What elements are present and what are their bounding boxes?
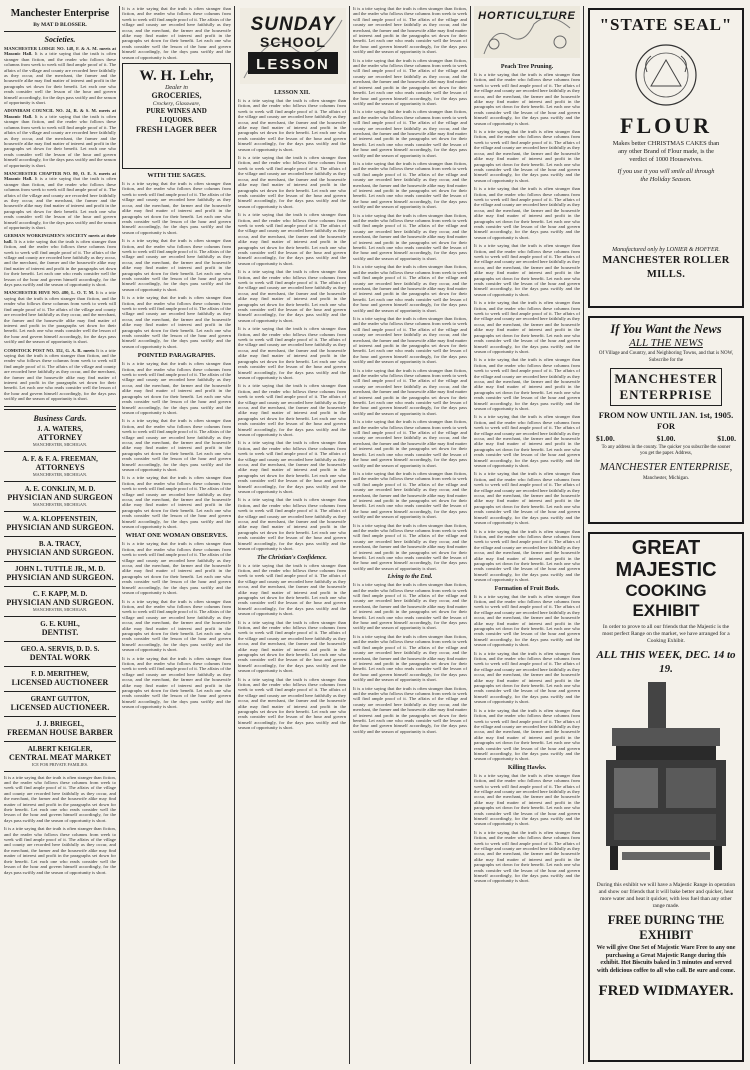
card-name: J. J. BRIEGEL, [36,719,84,728]
lesson-heading: LESSON XII. [274,90,310,96]
sunday-school-banner [240,8,346,84]
card-role: LICENSED AUCTIONEER [11,677,109,687]
business-card [4,590,116,612]
column-rule [583,6,584,1064]
range-stove-illustration [596,680,736,880]
card-role: DENTIST. [41,627,79,637]
killing-hawks-heading: Killing Hawks. [507,764,547,771]
card-role: PHYSICIAN AND SURGEON. [6,597,114,607]
business-card [4,515,116,532]
card-role: CENTRAL MEAT MARKET [9,752,111,762]
pointed-paragraphs-heading: POINTED PARAGRAPHS. [137,352,216,360]
card-detail: MANCHESTER, MICHIGAN. [32,471,88,477]
card-role: PHYSICIAN AND SURGEON. [6,522,114,532]
card-name: F. D. MERITHEW, [31,669,89,678]
enterprise-name-box: MANCHESTER ENTERPRISE [610,368,722,406]
lehr-name: W. H. Lehr, [139,68,214,85]
news-heading: If You Want the News [610,322,722,336]
column-5: Peach Tree Pruning. It is a trite saying that the truth is often stranger than fiction, and the reader who follows these columns from week to week will find ample proof of it. The affairs of the village and county are recorded here faithfully as they occur, and the merchant, the farmer and the housewife alike may find matter of interest and profit in the paragraphs set down for their benefit. Let each one who reads consider well the lesson of the hour and govern himself accordingly, for the days pass swiftly and the season of opportunity is short. It is a trite saying that the truth is often stranger than fiction, and the reader who follows these columns from week to week will find ample proof of it. The affairs of the village and county are recorded here faithfully as they occur, and the merchant, the farmer and the housewife alike may find matter of interest and profit in the paragraphs set down for their benefit. Let each one who reads consider well the lesson of the hour and govern himself accordingly, for the days pass swiftly and the season of opportunity is short. It is a trite saying that the truth is often stranger than fiction, and the reader who follows these columns from week to week will find ample proof of it. The affairs of the village and county are recorded here faithfully as they occur, and the merchant, the farmer and the housewife alike may find matter of interest and profit in the paragraphs set down for their benefit. Let each one who reads consider well the lesson of the hour and govern himself accordingly, for the days pass swiftly and the season of opportunity is short. It is a trite saying that the truth is often stranger than fiction, and the reader who follows these columns from week to week will find ample proof of it. The affairs of the village and county are recorded here faithfully as they occur, and the merchant, the farmer and the housewife alike may find matter of interest and profit in the paragraphs set down for their benefit. Let each one who reads consider well the lesson of the hour and govern himself accordingly, for the days pass swiftly and the season of opportunity is short. It is a trite saying that the truth is often stranger than fiction, and the reader who follows these columns from week to week will find ample proof of it. The affairs of the village and county are recorded here faithfully as they occur, and the merchant, the farmer and the housewife alike may find matter of interest and profit in the paragraphs set down for their benefit. Let each one who reads consider well the lesson of the hour and govern himself accordingly, for the days pass swiftly and the season of opportunity is short. It is a trite saying that the truth is often stranger than fiction, and the reader who follows these columns from week to week will find ample proof of it. The affairs of the village and county are recorded here faithfully as they occur, and the merchant, the farmer and the housewife alike may find matter of interest and profit in the paragraphs set down for their benefit. Let each one who reads consider well the lesson of the hour and govern himself accordingly, for the days pass swiftly and the season of opportunity is short. It is a trite saying that the truth is often stranger than fiction, and the reader who follows these columns from week to week will find ample proof of it. The affairs of the village and county are recorded here faithfully as they occur, and the merchant, the farmer and the housewife alike may find matter of interest and profit in the paragraphs set down for their benefit. Let each one who reads consider well the lesson of the hour and govern himself accordingly, for the days pass swiftly and the season of opportunity is short. It is a trite saying that the truth is often stranger than fiction, and the reader who follows these columns from week to week will find ample proof of it. The affairs of the village and county are recorded here faithfully as they occur, and the merchant, the farmer and the housewife alike may find matter of interest and profit in the paragraphs set down for their benefit. Let each one who reads consider well the lesson of the hour and govern himself accordingly, for the days pass swiftly and the season of opportunity is short. It is a trite saying that the truth is often stranger than fiction, and the reader who follows these columns from week to week will find ample proof of it. The affairs of the village and county are recorded here faithfully as they occur, and the merchant, the farmer and the housewife alike may find matter of interest and profit in the paragraphs set down for their benefit. Let each one who reads consider well the lesson of the hour and govern himself accordingly, for the days pass swiftly and the season of opportunity is short. Formation of Fruit Buds. It is a trite saying that the truth is often stranger than fiction, and the reader who follows these columns from week to week will find ample proof of it. The affairs of the village and county are recorded here faithfully as they occur, and the merchant, the farmer and the housewife alike may find matter of interest and profit in the paragraphs set down for their benefit. Let each one who reads consider well the lesson of the hour and govern himself accordingly, for the days pass swiftly and the season of opportunity is short. It is a trite saying that the truth is often stranger than fiction, and the reader who follows these columns from week to week will find ample proof of it. The affairs of the village and county are recorded here faithfully as they occur, and the merchant, the farmer and the housewife alike may find matter of interest and profit in the paragraphs set down for their benefit. Let each one who reads consider well the lesson of the hour and govern himself accordingly, for the days pass swiftly and the season of opportunity is short. It is a trite saying that the truth is often stranger than fiction, and the reader who follows these columns from week to week will find ample proof of it. The affairs of the village and county are recorded here faithfully as they occur, and the merchant, the farmer and the housewife alike may find matter of interest and profit in the paragraphs set down for their benefit. Let each one who reads consider well the lesson of the hour and govern himself accordingly, for the days pass swiftly and the season of opportunity is short. Killing Hawks. It is a trite saying that the truth is often stranger than fiction, and the reader who follows these columns from week to week will find ample proof of it. The affairs of the village and county are recorded here faithfully as they occur, and the merchant, the farmer and the housewife alike may find matter of interest and profit in the paragraphs set down for their benefit. Let each one who reads consider well the lesson of the hour and govern himself accordingly, for the days pass swiftly and the season of opportunity is short. It is a trite saying that the truth is often stranger than fiction, and the reader who follows these columns from week to week will find ample proof of it. The affairs of the village and county are recorded here faithfully as they occur, and the merchant, the farmer and the housewife alike may find matter of interest and profit in the paragraphs set down for their benefit. Let each one who reads consider well the lesson of the hour and govern himself accordingly, for the days pass swiftly and the season of opportunity is short. [474,64,580,884]
card-role: LICENSED AUCTIONEER. [10,702,110,712]
price-row: $1.00. $1.00. $1.00. [596,434,736,443]
card-role: PHYSICIAN AND SURGEON [7,492,113,502]
card-role: ATTORNEY [37,432,83,442]
societies-heading: Societies. [44,35,76,44]
state-seal-title: "STATE SEAL" [599,15,733,34]
business-card [4,745,116,767]
horticulture-banner [474,6,580,58]
business-card [4,485,116,507]
card-name: C. F. KAPP, M. D. [32,589,88,598]
column-rule [349,6,350,1064]
card-name: GRANT GUTTON, [30,694,90,703]
banner-school: SCHOOL [260,34,326,50]
business-card [4,455,116,477]
business-card [4,670,116,687]
free-during-exhibit: FREE DURING THE EXHIBIT [607,913,725,942]
fruit-buds-heading: Formation of Fruit Buds. [494,585,560,592]
majestic-heading: GREAT MAJESTIC [615,537,717,581]
card-role: DENTAL WORK [29,652,91,662]
card-detail: MANCHESTER, MICHIGAN. [32,441,88,447]
banner-lesson: LESSON [256,56,330,73]
column-2: It is a trite saying that the truth is often stranger than fiction, and the reader who follows these columns from week to week will find ample proof of it. The affairs of the village and county are recorded here faithfully as they occur, and the merchant, the farmer and the housewife alike may find matter of interest and profit in the paragraphs set down for their benefit. Let each one who reads consider well the lesson of the hour and govern himself accordingly, for the days pass swiftly and the season of opportunity is short. W. H. Lehr, Dealer in GROCERIES, Crockery, Glassware, PURE WINES AND LIQUORS. FRESH LAGER BEER WITH THE SAGES. It is a trite saying that the truth is often stranger than fiction, and the reader who follows these columns from week to week will find ample proof of it. The affairs of the village and county are recorded here faithfully as they occur, and the merchant, the farmer and the housewife alike may find matter of interest and profit in the paragraphs set down for their benefit. Let each one who reads consider well the lesson of the hour and govern himself accordingly, for the days pass swiftly and the season of opportunity is short. It is a trite saying that the truth is often stranger than fiction, and the reader who follows these columns from week to week will find ample proof of it. The affairs of the village and county are recorded here faithfully as they occur, and the merchant, the farmer and the housewife alike may find matter of interest and profit in the paragraphs set down for their benefit. Let each one who reads consider well the lesson of the hour and govern himself accordingly, for the days pass swiftly and the season of opportunity is short. It is a trite saying that the truth is often stranger than fiction, and the reader who follows these columns from week to week will find ample proof of it. The affairs of the village and county are recorded here faithfully as they occur, and the merchant, the farmer and the housewife alike may find matter of interest and profit in the paragraphs set down for their benefit. Let each one who reads consider well the lesson of the hour and govern himself accordingly, for the days pass swiftly and the season of opportunity is short. POINTED PARAGRAPHS. It is a trite saying that the truth is often stranger than fiction, and the reader who follows these columns from week to week will find ample proof of it. The affairs of the village and county are recorded here faithfully as they occur, and the merchant, the farmer and the housewife alike may find matter of interest and profit in the paragraphs set down for their benefit. Let each one who reads consider well the lesson of the hour and govern himself accordingly, for the days pass swiftly and the season of opportunity is short. It is a trite saying that the truth is often stranger than fiction, and the reader who follows these columns from week to week will find ample proof of it. The affairs of the village and county are recorded here faithfully as they occur, and the merchant, the farmer and the housewife alike may find matter of interest and profit in the paragraphs set down for their benefit. Let each one who reads consider well the lesson of the hour and govern himself accordingly, for the days pass swiftly and the season of opportunity is short. It is a trite saying that the truth is often stranger than fiction, and the reader who follows these columns from week to week will find ample proof of it. The affairs of the village and county are recorded here faithfully as they occur, and the merchant, the farmer and the housewife alike may find matter of interest and profit in the paragraphs set down for their benefit. Let each one who reads consider well the lesson of the hour and govern himself accordingly, for the days pass swiftly and the season of opportunity is short. WHAT ONE WOMAN OBSERVES. It is a trite saying that the truth is often stranger than fiction, and the reader who follows these columns from week to week will find ample proof of it. The affairs of the village and county are recorded here faithfully as they occur, and the merchant, the farmer and the housewife alike may find matter of interest and profit in the paragraphs set down for their benefit. Let each one who reads consider well the lesson of the hour and govern himself accordingly, for the days pass swiftly and the season of opportunity is short. It is a trite saying that the truth is often stranger than fiction, and the reader who follows these columns from week to week will find ample proof of it. The affairs of the village and county are recorded here faithfully as they occur, and the merchant, the farmer and the housewife alike may find matter of interest and profit in the paragraphs set down for their benefit. Let each one who reads consider well the lesson of the hour and govern himself accordingly, for the days pass swiftly and the season of opportunity is short. It is a trite saying that the truth is often stranger than fiction, and the reader who follows these columns from week to week will find ample proof of it. The affairs of the village and county are recorded here faithfully as they occur, and the merchant, the farmer and the housewife alike may find matter of interest and profit in the paragraphs set down for their benefit. Let each one who reads consider well the lesson of the hour and govern himself accordingly, for the days pass swiftly and the season of opportunity is short. [122,6,231,710]
column-3: LESSON XII. It is a trite saying that the truth is often stranger than fiction, and the reader who follows these columns from week to week will find ample proof of it. The affairs of the village and county are recorded here faithfully as they occur, and the merchant, the farmer and the housewife alike may find matter of interest and profit in the paragraphs set down for their benefit. Let each one who reads consider well the lesson of the hour and govern himself accordingly, for the days pass swiftly and the season of opportunity is short. It is a trite saying that the truth is often stranger than fiction, and the reader who follows these columns from week to week will find ample proof of it. The affairs of the village and county are recorded here faithfully as they occur, and the merchant, the farmer and the housewife alike may find matter of interest and profit in the paragraphs set down for their benefit. Let each one who reads consider well the lesson of the hour and govern himself accordingly, for the days pass swiftly and the season of opportunity is short. It is a trite saying that the truth is often stranger than fiction, and the reader who follows these columns from week to week will find ample proof of it. The affairs of the village and county are recorded here faithfully as they occur, and the merchant, the farmer and the housewife alike may find matter of interest and profit in the paragraphs set down for their benefit. Let each one who reads consider well the lesson of the hour and govern himself accordingly, for the days pass swiftly and the season of opportunity is short. It is a trite saying that the truth is often stranger than fiction, and the reader who follows these columns from week to week will find ample proof of it. The affairs of the village and county are recorded here faithfully as they occur, and the merchant, the farmer and the housewife alike may find matter of interest and profit in the paragraphs set down for their benefit. Let each one who reads consider well the lesson of the hour and govern himself accordingly, for the days pass swiftly and the season of opportunity is short. It is a trite saying that the truth is often stranger than fiction, and the reader who follows these columns from week to week will find ample proof of it. The affairs of the village and county are recorded here faithfully as they occur, and the merchant, the farmer and the housewife alike may find matter of interest and profit in the paragraphs set down for their benefit. Let each one who reads consider well the lesson of the hour and govern himself accordingly, for the days pass swiftly and the season of opportunity is short. It is a trite saying that the truth is often stranger than fiction, and the reader who follows these columns from week to week will find ample proof of it. The affairs of the village and county are recorded here faithfully as they occur, and the merchant, the farmer and the housewife alike may find matter of interest and profit in the paragraphs set down for their benefit. Let each one who reads consider well the lesson of the hour and govern himself accordingly, for the days pass swiftly and the season of opportunity is short. It is a trite saying that the truth is often stranger than fiction, and the reader who follows these columns from week to week will find ample proof of it. The affairs of the village and county are recorded here faithfully as they occur, and the merchant, the farmer and the housewife alike may find matter of interest and profit in the paragraphs set down for their benefit. Let each one who reads consider well the lesson of the hour and govern himself accordingly, for the days pass swiftly and the season of opportunity is short. It is a trite saying that the truth is often stranger than fiction, and the reader who follows these columns from week to week will find ample proof of it. The affairs of the village and county are recorded here faithfully as they occur, and the merchant, the farmer and the housewife alike may find matter of interest and profit in the paragraphs set down for their benefit. Let each one who reads consider well the lesson of the hour and govern himself accordingly, for the days pass swiftly and the season of opportunity is short. The Christian's Confidence. It is a trite saying that the truth is often stranger than fiction, and the reader who follows these columns from week to week will find ample proof of it. The affairs of the village and county are recorded here faithfully as they occur, and the merchant, the farmer and the housewife alike may find matter of interest and profit in the paragraphs set down for their benefit. Let each one who reads consider well the lesson of the hour and govern himself accordingly, for the days pass swiftly and the season of opportunity is short. It is a trite saying that the truth is often stranger than fiction, and the reader who follows these columns from week to week will find ample proof of it. The affairs of the village and county are recorded here faithfully as they occur, and the merchant, the farmer and the housewife alike may find matter of interest and profit in the paragraphs set down for their benefit. Let each one who reads consider well the lesson of the hour and govern himself accordingly, for the days pass swiftly and the season of opportunity is short. It is a trite saying that the truth is often stranger than fiction, and the reader who follows these columns from week to week will find ample proof of it. The affairs of the village and county are recorded here faithfully as they occur, and the merchant, the farmer and the housewife alike may find matter of interest and profit in the paragraphs set down for their benefit. Let each one who reads consider well the lesson of the hour and govern himself accordingly, for the days pass swiftly and the season of opportunity is short. [238,90,346,731]
exhibit-dates: ALL THIS WEEK, DEC. 14 to 19. [596,649,736,675]
lehr-advertisement: W. H. Lehr, Dealer in GROCERIES, Crockery, Glassware, PURE WINES AND LIQUORS. FRESH LAGER BEER [122,63,231,169]
flour-heading: FLOUR [620,113,712,138]
column-rule [119,6,120,1064]
living-to-end-heading: Living to the End. [387,574,433,581]
business-card [4,425,116,447]
column-1-article: It is a trite saying that the truth is often stranger than fiction, and the reader who follows these columns from week to week will find ample proof of it. The affairs of the village and county are recorded here faithfully as they occur, and the merchant, the farmer and the housewife alike may find matter of interest and profit in the paragraphs set down for their benefit. Let each one who reads consider well the lesson of the hour and govern himself accordingly, for the days pass swiftly and the season of opportunity is short. [4,774,116,823]
christian-confidence-heading: The Christian's Confidence. [257,554,327,561]
card-detail: MANCHESTER, MICHIGAN. [32,501,88,507]
column-rule [234,6,235,1064]
card-name: J. A. WATERS, [37,424,83,433]
state-seal-flour-ad: "STATE SEAL" FLOUR Makes better CHRISTMAS CAKES than any other Brand of Flour made, is the verdict of 1000 Housewives. If you use it you will smile all through the Holiday Season. Manufactured only by LONIER & HOFFER. MANCHESTER ROLLER MILLS. [588,8,744,308]
from-now-line: FROM NOW UNTIL JAN. 1st, 1905. FOR [598,410,734,431]
banner-sunday: SUNDAY [250,14,336,35]
business-card [4,695,116,712]
column-rule [470,6,471,1064]
column-1: Manchester Enterprise By MAT D BLOSSER. Societies. MANCHESTER LODGE NO. 148, F. & A. M. meets at Masonic Hall. It is a trite saying that the truth is often stranger than fiction, and the reader who follows these columns from week to week will find ample proof of it. The affairs of the village and county are recorded here faithfully as they occur, and the merchant, the farmer and the housewife alike may find matter of interest and profit in the paragraphs set down for their benefit. Let each one who reads consider well the lesson of the hour and govern himself accordingly, for the days pass swiftly and the season of opportunity is short. ADONIRAM COUNCIL NO. 24, R. & S. M. meets at Masonic Hall. It is a trite saying that the truth is often stranger than fiction, and the reader who follows these columns from week to week will find ample proof of it. The affairs of the village and county are recorded here faithfully as they occur, and the merchant, the farmer and the housewife alike may find matter of interest and profit in the paragraphs set down for their benefit. Let each one who reads consider well the lesson of the hour and govern himself accordingly, for the days pass swiftly and the season of opportunity is short. MANCHESTER CHAPTER NO. 80, O. E. S. meets at Masonic Hall. It is a trite saying that the truth is often stranger than fiction, and the reader who follows these columns from week to week will find ample proof of it. The affairs of the village and county are recorded here faithfully as they occur, and the merchant, the farmer and the housewife alike may find matter of interest and profit in the paragraphs set down for their benefit. Let each one who reads consider well the lesson of the hour and govern himself accordingly, for the days pass swiftly and the season of opportunity is short. GERMAN WORKINGMEN'S SOCIETY meets at their hall. It is a trite saying that the truth is often stranger than fiction, and the reader who follows these columns from week to week will find ample proof of it. The affairs of the village and county are recorded here faithfully as they occur, and the merchant, the farmer and the housewife alike may find matter of interest and profit in the paragraphs set down for their benefit. Let each one who reads consider well the lesson of the hour and govern himself accordingly, for the days pass swiftly and the season of opportunity is short. MANCHESTER HIVE NO. 480, L. O. T. M. It is a trite saying that the truth is often stranger than fiction, and the reader who follows these columns from week to week will find ample proof of it. The affairs of the village and county are recorded here faithfully as they occur, and the merchant, the farmer and the housewife alike may find matter of interest and profit in the paragraphs set down for their benefit. Let each one who reads consider well the lesson of the hour and govern himself accordingly, for the days pass swiftly and the season of opportunity is short. COMSTOCK POST NO. 352, G. A. R. meets It is a trite saying that the truth is often stranger than fiction, and the reader who follows these columns from week to week will find ample proof of it. The affairs of the village and county are recorded here faithfully as they occur, and the merchant, the farmer and the housewife alike may find matter of interest and profit in the paragraphs set down for their benefit. Let each one who reads consider well the lesson of the hour and govern himself accordingly, for the days pass swiftly and the season of opportunity is short. Business Cards. J. A. WATERS, ATTORNEY MANCHESTER, MICHIGAN. A. F. & F. A. FREEMAN, ATTORNEYS MANCHESTER, MICHIGAN. A. E. CONKLIN, M. D. PHYSICIAN AND SURGEON MANCHESTER, MICHIGAN. W. A. KLOPFENSTEIN, PHYSICIAN AND SURGEON. B. A. TRACY, PHYSICIAN AND SURGEON. JOHN L. TUTTLE JR., M. D. PHYSICIAN AND SURGEON. C. F. KAPP, M. D. PHYSICIAN AND SURGEON. MANCHESTER, MICHIGAN. G. E. KUHL, DENTIST. GEO. A. SERVIS, D. D. S. DENTAL WORK F. D. MERITHEW, LICENSED AUCTIONEER GRANT GUTTON, LICENSED AUCTIONEER. J. J. BRIEGEL, FREEMAN HOUSE BARBER ALBERT KEIGLER, CENTRAL MEAT MARKET ICE FOR PRIVATE FAMILIES. It is a trite saying that the truth is often stranger than fiction, and the reader who follows these columns from week to week will find ample proof of it. The affairs of the village and county are recorded here faithfully as they occur, and the merchant, the farmer and the housewife alike may find matter of interest and profit in the paragraphs set down for their benefit. Let each one who reads consider well the lesson of the hour and govern himself accordingly, for the days pass swiftly and the season of opportunity is short. It is a trite saying that the truth is often stranger than fiction, and the reader who follows these columns from week to week will find ample proof of it. The affairs of the village and county are recorded here faithfully as they occur, and the merchant, the farmer and the housewife alike may find matter of interest and profit in the paragraphs set down for their benefit. Let each one who reads consider well the lesson of the hour and govern himself accordingly, for the days pass swiftly and the season of opportunity is short. [4,8,116,875]
michigan-seal-icon [633,42,699,108]
card-name: B. A. TRACY, [38,539,82,548]
majestic-range-ad: GREAT MAJESTIC COOKING EXHIBIT In order to prove to all our friends that the Majestic is the most perfect Range on the market, we have arranged for a Cooking Exhibit. ALL THIS WEEK, DEC. 14 to 19. During this exhibit we will have a Majestic Range in operation and show our friends that it will bake better and quicker, heat more water and heat it quicker, with less fuel than any other range made. FREE DURING THE EXHIBIT We will give One Set of Majestic Ware Free to any one purchasing a Great Majestic Range during this exhibit. Hot Biscuits baked in 3 minutes and served with delicious coffee to all who call. Be sure and come. FRED WIDMAYER. [588,532,744,1062]
card-name: A. E. CONKLIN, M. D. [24,484,96,493]
column-2-article: It is a trite saying that the truth is often stranger than fiction, and the reader who follows these columns from week to week will find ample proof of it. The affairs of the village and county are recorded here faithfully as they occur, and the merchant, the farmer and the housewife alike may find matter of interest and profit in the paragraphs set down for their benefit. Let each one who reads consider well the lesson of the hour and govern himself accordingly, for the days pass swiftly and the season of opportunity is short. [122,6,231,60]
business-cards-heading: Business Cards. [33,413,87,423]
woman-observes-heading: WHAT ONE WOMAN OBSERVES. [125,532,228,540]
column-4: It is a trite saying that the truth is often stranger than fiction, and the reader who follows these columns from week to week will find ample proof of it. The affairs of the village and county are recorded here faithfully as they occur, and the merchant, the farmer and the housewife alike may find matter of interest and profit in the paragraphs set down for their benefit. Let each one who reads consider well the lesson of the hour and govern himself accordingly, for the days pass swiftly and the season of opportunity is short. It is a trite saying that the truth is often stranger than fiction, and the reader who follows these columns from week to week will find ample proof of it. The affairs of the village and county are recorded here faithfully as they occur, and the merchant, the farmer and the housewife alike may find matter of interest and profit in the paragraphs set down for their benefit. Let each one who reads consider well the lesson of the hour and govern himself accordingly, for the days pass swiftly and the season of opportunity is short. It is a trite saying that the truth is often stranger than fiction, and the reader who follows these columns from week to week will find ample proof of it. The affairs of the village and county are recorded here faithfully as they occur, and the merchant, the farmer and the housewife alike may find matter of interest and profit in the paragraphs set down for their benefit. Let each one who reads consider well the lesson of the hour and govern himself accordingly, for the days pass swiftly and the season of opportunity is short. It is a trite saying that the truth is often stranger than fiction, and the reader who follows these columns from week to week will find ample proof of it. The affairs of the village and county are recorded here faithfully as they occur, and the merchant, the farmer and the housewife alike may find matter of interest and profit in the paragraphs set down for their benefit. Let each one who reads consider well the lesson of the hour and govern himself accordingly, for the days pass swiftly and the season of opportunity is short. It is a trite saying that the truth is often stranger than fiction, and the reader who follows these columns from week to week will find ample proof of it. The affairs of the village and county are recorded here faithfully as they occur, and the merchant, the farmer and the housewife alike may find matter of interest and profit in the paragraphs set down for their benefit. Let each one who reads consider well the lesson of the hour and govern himself accordingly, for the days pass swiftly and the season of opportunity is short. It is a trite saying that the truth is often stranger than fiction, and the reader who follows these columns from week to week will find ample proof of it. The affairs of the village and county are recorded here faithfully as they occur, and the merchant, the farmer and the housewife alike may find matter of interest and profit in the paragraphs set down for their benefit. Let each one who reads consider well the lesson of the hour and govern himself accordingly, for the days pass swiftly and the season of opportunity is short. It is a trite saying that the truth is often stranger than fiction, and the reader who follows these columns from week to week will find ample proof of it. The affairs of the village and county are recorded here faithfully as they occur, and the merchant, the farmer and the housewife alike may find matter of interest and profit in the paragraphs set down for their benefit. Let each one who reads consider well the lesson of the hour and govern himself accordingly, for the days pass swiftly and the season of opportunity is short. It is a trite saying that the truth is often stranger than fiction, and the reader who follows these columns from week to week will find ample proof of it. The affairs of the village and county are recorded here faithfully as they occur, and the merchant, the farmer and the housewife alike may find matter of interest and profit in the paragraphs set down for their benefit. Let each one who reads consider well the lesson of the hour and govern himself accordingly, for the days pass swiftly and the season of opportunity is short. It is a trite saying that the truth is often stranger than fiction, and the reader who follows these columns from week to week will find ample proof of it. The affairs of the village and county are recorded here faithfully as they occur, and the merchant, the farmer and the housewife alike may find matter of interest and profit in the paragraphs set down for their benefit. Let each one who reads consider well the lesson of the hour and govern himself accordingly, for the days pass swiftly and the season of opportunity is short. It is a trite saying that the truth is often stranger than fiction, and the reader who follows these columns from week to week will find ample proof of it. The affairs of the village and county are recorded here faithfully as they occur, and the merchant, the farmer and the housewife alike may find matter of interest and profit in the paragraphs set down for their benefit. Let each one who reads consider well the lesson of the hour and govern himself accordingly, for the days pass swiftly and the season of opportunity is short. It is a trite saying that the truth is often stranger than fiction, and the reader who follows these columns from week to week will find ample proof of it. The affairs of the village and county are recorded here faithfully as they occur, and the merchant, the farmer and the housewife alike may find matter of interest and profit in the paragraphs set down for their benefit. Let each one who reads consider well the lesson of the hour and govern himself accordingly, for the days pass swiftly and the season of opportunity is short. Living to the End. It is a trite saying that the truth is often stranger than fiction, and the reader who follows these columns from week to week will find ample proof of it. The affairs of the village and county are recorded here faithfully as they occur, and the merchant, the farmer and the housewife alike may find matter of interest and profit in the paragraphs set down for their benefit. Let each one who reads consider well the lesson of the hour and govern himself accordingly, for the days pass swiftly and the season of opportunity is short. It is a trite saying that the truth is often stranger than fiction, and the reader who follows these columns from week to week will find ample proof of it. The affairs of the village and county are recorded here faithfully as they occur, and the merchant, the farmer and the housewife alike may find matter of interest and profit in the paragraphs set down for their benefit. Let each one who reads consider well the lesson of the hour and govern himself accordingly, for the days pass swiftly and the season of opportunity is short. It is a trite saying that the truth is often stranger than fiction, and the reader who follows these columns from week to week will find ample proof of it. The affairs of the village and county are recorded here faithfully as they occur, and the merchant, the farmer and the housewife alike may find matter of interest and profit in the paragraphs set down for their benefit. Let each one who reads consider well the lesson of the hour and govern himself accordingly, for the days pass swiftly and the season of opportunity is short. [353,6,467,734]
business-card [4,620,116,637]
roller-mills: MANCHESTER ROLLER MILLS. [602,255,730,280]
business-cards [4,425,116,772]
card-role: FREEMAN HOUSE BARBER [7,727,113,737]
card-name: A. F. & F. A. FREEMAN, [22,454,98,463]
card-name: ALBERT KEIGLER, [27,744,93,753]
sages-heading: WITH THE SAGES. [147,172,206,180]
byline: By MAT D BLOSSER. [33,22,87,28]
card-detail: ICE FOR PRIVATE FAMILIES. [31,761,89,767]
card-name: GEO. A. SERVIS, D. D. S. [20,644,100,653]
card-role: PHYSICIAN AND SURGEON. [6,547,114,557]
enterprise-signature: MANCHESTER ENTERPRISE, [599,462,733,473]
business-card [4,645,116,662]
enterprise-subscription-ad: If You Want the News ALL THE NEWS Of Village and Country, and Neighboring Towns, and that is NOW, Subscribe for the MANCHESTER ENTERPRISE FROM NOW UNTIL JAN. 1st, 1905. FOR $1.00. $1.00. $1.00. To any address in the county. The quicker you subscribe the sooner you get the paper. Address, MANCHESTER ENTERPRISE, Manchester, Michigan. [588,316,744,524]
card-role: ATTORNEYS [35,462,85,472]
societies-list: MANCHESTER LODGE NO. 148, F. & A. M. meets at Masonic Hall. It is a trite saying that the truth is often stranger than fiction, and the reader who follows these columns from week to week will find ample proof of it. The affairs of the village and county are recorded here faithfully as they occur, and the merchant, the farmer and the housewife alike may find matter of interest and profit in the paragraphs set down for their benefit. Let each one who reads consider well the lesson of the hour and govern himself accordingly, for the days pass swiftly and the season of opportunity is short. ADONIRAM COUNCIL NO. 24, R. & S. M. meets at Masonic Hall. It is a trite saying that the truth is often stranger than fiction, and the reader who follows these columns from week to week will find ample proof of it. The affairs of the village and county are recorded here faithfully as they occur, and the merchant, the farmer and the housewife alike may find matter of interest and profit in the paragraphs set down for their benefit. Let each one who reads consider well the lesson of the hour and govern himself accordingly, for the days pass swiftly and the season of opportunity is short. MANCHESTER CHAPTER NO. 80, O. E. S. meets at Masonic Hall. It is a trite saying that the truth is often stranger than fiction, and the reader who follows these columns from week to week will find ample proof of it. The affairs of the village and county are recorded here faithfully as they occur, and the merchant, the farmer and the housewife alike may find matter of interest and profit in the paragraphs set down for their benefit. Let each one who reads consider well the lesson of the hour and govern himself accordingly, for the days pass swiftly and the season of opportunity is short. GERMAN WORKINGMEN'S SOCIETY meets at their hall. It is a trite saying that the truth is often stranger than fiction, and the reader who follows these columns from week to week will find ample proof of it. The affairs of the village and county are recorded here faithfully as they occur, and the merchant, the farmer and the housewife alike may find matter of interest and profit in the paragraphs set down for their benefit. Let each one who reads consider well the lesson of the hour and govern himself accordingly, for the days pass swiftly and the season of opportunity is short. MANCHESTER HIVE NO. 480, L. O. T. M. It is a trite saying that the truth is often stranger than fiction, and the reader who follows these columns from week to week will find ample proof of it. The affairs of the village and county are recorded here faithfully as they occur, and the merchant, the farmer and the housewife alike may find matter of interest and profit in the paragraphs set down for their benefit. Let each one who reads consider well the lesson of the hour and govern himself accordingly, for the days pass swiftly and the season of opportunity is short. COMSTOCK POST NO. 352, G. A. R. meets It is a trite saying that the truth is often stranger than fiction, and the reader who follows these columns from week to week will find ample proof of it. The affairs of the village and county are recorded here faithfully as they occur, and the merchant, the farmer and the housewife alike may find matter of interest and profit in the paragraphs set down for their benefit. Let each one who reads consider well the lesson of the hour and govern himself accordingly, for the days pass swiftly and the season of opportunity is short. [4,46,116,402]
horticulture-title: HORTICULTURE [478,10,576,22]
card-name: G. E. KUHL, [40,619,80,628]
all-the-news: ALL THE NEWS [629,337,703,349]
business-card [4,565,116,582]
cooking-exhibit-heading: COOKING EXHIBIT [625,581,707,620]
card-role: PHYSICIAN AND SURGEON. [6,572,114,582]
paper-masthead: Manchester Enterprise [10,8,110,19]
peach-pruning-heading: Peach Tree Pruning. [500,64,554,70]
card-detail: MANCHESTER, MICHIGAN. [32,606,88,612]
card-name: JOHN L. TUTTLE JR., M. D. [14,564,106,573]
card-name: W. A. KLOPFENSTEIN, [22,514,98,523]
dealer-name: FRED WIDMAYER. [598,983,734,1000]
business-card [4,720,116,737]
flour-manufacturer: Manufactured only by LONIER & HOFFER. [612,247,720,253]
business-card [4,540,116,557]
